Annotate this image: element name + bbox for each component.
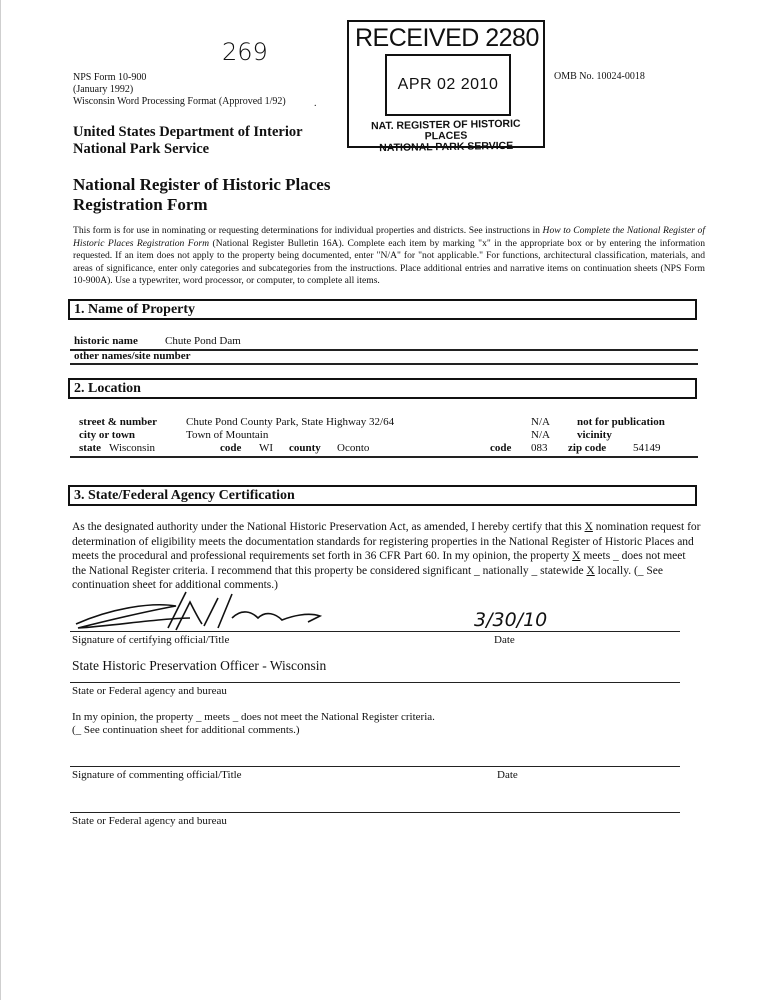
street-label: street & number xyxy=(79,416,157,428)
page-edge xyxy=(0,0,1,1000)
commenting-date-caption: Date xyxy=(497,769,518,781)
opinion-line2: (_ See continuation sheet for additional comments.) xyxy=(72,724,300,736)
not-for-publication-label: not for publication xyxy=(577,416,665,428)
agency-line xyxy=(70,682,680,683)
certification-paragraph: As the designated authority under the National Historic Preservation Act, as amended, I hereby certify that this X nomination request for determination of eligibility meets the documentation standards for registering properties in the National Register of Historic Places and meets the procedural and professional requirements set forth in 36 CFR Part 60. In my opinion, the property X meets _ does not meet the National Register criteria. I recommend that this property be considered significant _ nationally _ statewide X locally. (_ See continuation sheet for additional comments.) xyxy=(72,521,701,591)
state-value[interactable]: Wisconsin xyxy=(109,442,155,454)
county-value[interactable]: Oconto xyxy=(337,442,370,454)
agency-service: National Park Service xyxy=(73,141,210,157)
commenting-signature-caption: Signature of commenting official/Title xyxy=(72,769,242,781)
stamp-footer-line1: NAT. REGISTER OF HISTORIC PLACES xyxy=(370,117,521,143)
instructions-paragraph: This form is for use in nominating or requesting determinations for individual properties and districts. See instructions in How to Complete the National Register of Historic Places Registration Form (National Register Bulletin 16A). Complete each item by marking "x" in the appropriate box or by entering the information requested. If an item does not apply to the property being documented, enter "N/A" for "not applicable." For functions, architectural classification, materials, and areas of significance, enter only categories and subcategories from the instructions. Place additional entries and narrative items on continuation sheets (NPS Form 10-900A). Use a typewriter, word processor, or computer, to complete all items. xyxy=(73,225,706,286)
stamp-footer xyxy=(353,118,540,154)
form-title: National Register of Historic Places xyxy=(73,175,331,194)
nomination-checkmark[interactable]: X xyxy=(584,521,593,533)
commenting-signature-line xyxy=(70,766,680,767)
signed-date: 3/30/10 xyxy=(474,609,548,631)
date-caption: Date xyxy=(494,634,515,646)
signature-line xyxy=(70,631,680,632)
historic-name-value[interactable]: Chute Pond Dam xyxy=(165,335,241,347)
stamp-footer-line2: NATIONAL PARK SERVICE xyxy=(379,139,514,155)
official-title[interactable]: State Historic Preservation Officer - Wisconsin xyxy=(72,658,327,673)
section2-heading: 2. Location xyxy=(68,378,697,399)
state-code-value[interactable]: WI xyxy=(259,442,274,454)
stamp-date-box xyxy=(385,54,511,116)
not-for-publication-value[interactable]: N/A xyxy=(531,416,550,428)
historic-name-label: historic name xyxy=(74,335,138,347)
vicinity-value[interactable]: N/A xyxy=(531,429,550,441)
agency-caption: State or Federal agency and bureau xyxy=(72,685,227,697)
bulletin-title: How to Complete the National Register of Historic Places Registration Form xyxy=(73,225,705,249)
form-date: (January 1992) xyxy=(73,84,134,95)
commenting-agency-line xyxy=(70,812,680,813)
agency-name: United States Department of Interior xyxy=(73,124,303,140)
zip-label: zip code xyxy=(568,442,607,454)
county-code-label: code xyxy=(490,442,512,454)
stray-dot: . xyxy=(314,98,317,109)
format-note: Wisconsin Word Processing Format (Approved 1/92) xyxy=(73,96,286,107)
city-value[interactable]: Town of Mountain xyxy=(186,429,269,441)
form-number: NPS Form 10-900 xyxy=(73,72,147,83)
received-stamp xyxy=(347,20,545,155)
stamp-date: APR 02 2010 xyxy=(397,76,499,93)
street-value[interactable]: Chute Pond County Park, State Highway 32/64 xyxy=(186,416,395,428)
omb-number: OMB No. 10024-0018 xyxy=(554,71,645,82)
county-code-value[interactable]: 083 xyxy=(531,442,548,454)
section1-heading: 1. Name of Property xyxy=(68,299,697,320)
commenting-agency-caption: State or Federal agency and bureau xyxy=(72,815,227,827)
vicinity-label: vicinity xyxy=(577,429,612,441)
meets-checkmark[interactable]: X xyxy=(572,550,581,562)
rule xyxy=(70,363,698,365)
zip-value[interactable]: 54149 xyxy=(633,442,661,454)
state-code-label: code xyxy=(220,442,242,454)
city-label: city or town xyxy=(79,429,136,441)
opinion-line1: In my opinion, the property _ meets _ does not meet the National Register criteria. xyxy=(72,711,435,723)
stamp-title: RECEIVED 2280 xyxy=(355,24,539,52)
handwritten-page-number: 269 xyxy=(222,38,268,66)
rule xyxy=(70,456,698,458)
section3-heading: 3. State/Federal Agency Certification xyxy=(68,485,697,506)
state-label: state xyxy=(79,442,101,454)
signature-caption: Signature of certifying official/Title xyxy=(72,634,230,646)
form-subtitle: Registration Form xyxy=(73,195,208,214)
county-label: county xyxy=(289,442,321,454)
other-names-label: other names/site number xyxy=(74,350,191,362)
locally-checkmark[interactable]: X xyxy=(586,564,595,577)
